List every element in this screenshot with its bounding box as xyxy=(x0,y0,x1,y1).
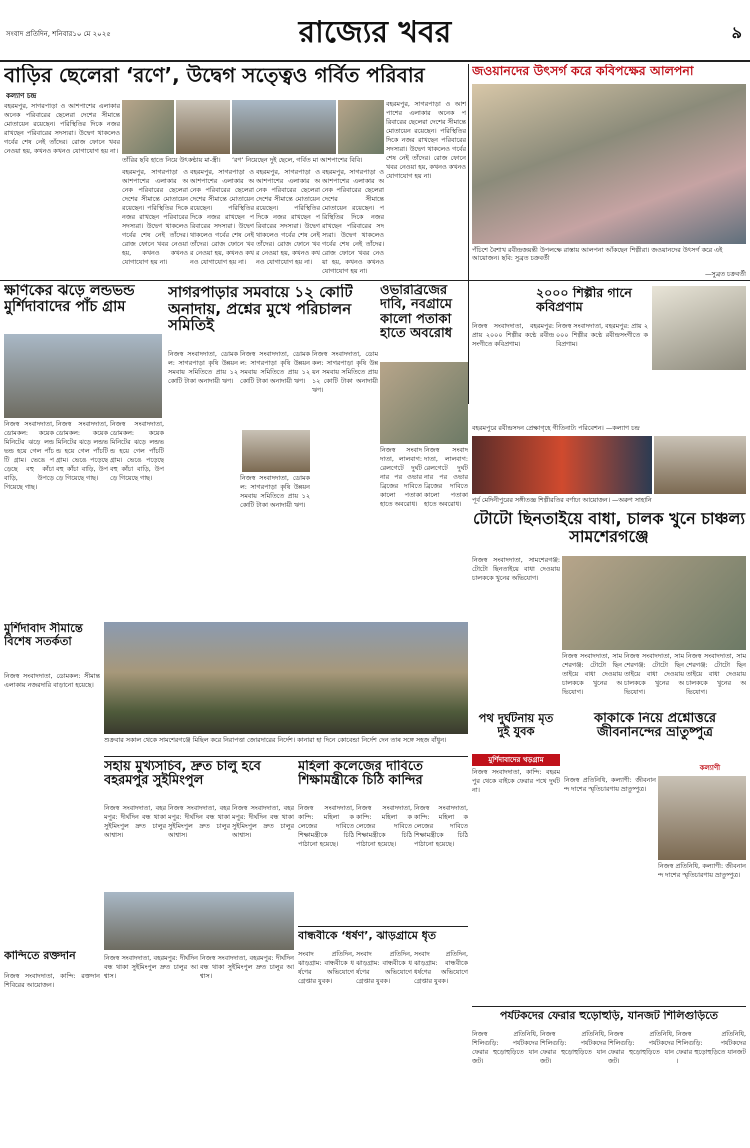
lead-body-col4: বহরমপুর, সাগরপাড়া ও আশপাশের এলাকার অনেক পরিবারের ছেলেরা দেশের সীমান্তে মোতায়েন রয়েছেন। পরিস্থিতির দিকে নজর রাখছেন পরিবারের সদস্যরা। উদ্বেগ থাকলেও গর্বের শেষ নেই তাঁদের। রোজ ফোনে খবর নেওয়া হয়, কখনও কখনও যোগাযোগ হয় না। xyxy=(256,168,320,266)
path-body: নিজস্ব সংবাদদাতা, কান্দি: বহরমপুর থেকে বাইকে ফেরার পথে দুর্ঘটনা। xyxy=(472,768,560,794)
sagar-body-2: নিজস্ব সংবাদদাতা, ডোমকল: সাগরপাড়া কৃষি উন্নয়ন সমবায় সমিতিতে প্রায় ১২ কোটি টাকা অনাদায়ী ঋণ। xyxy=(240,350,310,385)
kobipronam-caption-2: পূর্ব মেদিনীপুরের সঙ্গীতজ্ঞ শিল্পীরতির বর্ণাঢ্য আয়োজন। —অরুণ সাহানি xyxy=(472,496,652,504)
toto-headline: টোটো ছিনতাইয়ে বাধা, চালক খুনে চাঞ্চল্য সামশেরগঞ্জে xyxy=(472,510,746,546)
toto-body-3: নিজস্ব সংবাদদাতা, সামশেরগঞ্জ: টোটো ছিনতাইয়ে বাধা দেওয়ায় চালককে খুনের অভিযোগ। xyxy=(624,652,684,696)
lead-headline-box xyxy=(4,64,466,86)
lead-body-col3: বহরমপুর, সাগরপাড়া ও আশপাশের এলাকার অনেক পরিবারের ছেলেরা দেশের সীমান্তে মোতায়েন রয়েছেন। পরিস্থিতির দিকে নজর রাখছেন পরিবারের সদস্যরা। উদ্বেগ থাকলেও গর্বের শেষ নেই তাঁদের। রোজ ফোনে খবর নেওয়া হয়, কখনও কখনও যোগাযোগ হয় না। xyxy=(190,168,254,266)
overbridge-body-2: নিজস্ব সংবাদদাতা, লালবাগ: রেলগেটে দুর্ঘটনার পর ওভারব্রিজের দাবিতে কালো পতাকা হাতে অবরোধ। xyxy=(424,446,468,508)
toto-photo xyxy=(562,556,746,650)
jhar-body-1: নিজস্ব সংবাদদাতা, ডোমকল: কয়েক মিনিটের ঝড়ে লন্ডভন্ড হয়ে গেল পাঁচটি গ্রাম। ভেঙে পড়েছে বহু কাঁচা বাড়ি, উপড়ে গিয়েছে গাছ। xyxy=(4,420,54,491)
hrule-2 xyxy=(104,756,468,757)
porjotok-headline-box xyxy=(472,1010,746,1028)
lead-body-col5: বহরমপুর, সাগরপাড়া ও আশপাশের এলাকার অনেক পরিবারের ছেলেরা দেশের সীমান্তে মোতায়েন রয়েছেন। পরিস্থিতির দিকে নজর রাখছেন পরিবারের সদস্যরা। উদ্বেগ থাকলেও গর্বের শেষ নেই তাঁদের। রোজ ফোনে খবর নেওয়া হয়, কখনও কখনও যোগাযোগ হয় না। xyxy=(322,168,384,275)
kobipronam-body-2: নিজস্ব সংবাদদাতা, বহরমপুর: প্রায় ২০০০ শিল্পীর কণ্ঠে রবীন্দ্রসংগীতে কবিপ্রণাম। xyxy=(556,322,648,348)
sahay-body-3: নিজস্ব সংবাদদাতা, বহরমপুর: দীর্ঘদিন বন্ধ থাকা সুইমিংপুল দ্রুত চালুর আশ্বাস। xyxy=(232,804,294,839)
sahay-headline: সহায় মুখ্যসচিব, দ্রুত চালু হবে বহরমপুর সুইমিংপুল xyxy=(104,760,261,789)
kobipronam-caption-1: বহরমপুরে রবীন্দ্রসদন প্রেক্ষাগৃহে গীতিনাট্য পরিবেশন। —কল্যাণ চন্দ্র xyxy=(472,424,640,432)
jhar-body-2: নিজস্ব সংবাদদাতা, ডোমকল: কয়েক মিনিটের ঝড়ে লন্ডভন্ড হয়ে গেল পাঁচটি গ্রাম। ভেঙে পড়েছে বহু কাঁচা বাড়ি, উপড়ে গিয়েছে গাছ। xyxy=(56,420,108,482)
jhar-headline: ক্ষণিকের ঝড়ে লন্ডভন্ড মুর্শিদাবাদের পাঁচ গ্রাম xyxy=(4,284,135,315)
overbridge-body-1: নিজস্ব সংবাদদাতা, লালবাগ: রেলগেটে দুর্ঘটনার পর ওভারব্রিজের দাবিতে কালো পতাকা হাতে অবরোধ। xyxy=(380,446,422,508)
sagar-photo xyxy=(242,430,310,472)
seema-headline-box xyxy=(4,622,100,670)
kaka-body-2: নিজস্ব প্রতিনিধি, কল্যাণী: জীবনানন্দ দাশের স্মৃতিচারণায় ভ্রাতুষ্পুত্র। xyxy=(658,862,746,879)
kandi-headline: কান্দিতে রক্তদান xyxy=(4,950,76,962)
path-headline: পথ দুর্ঘটনায় মৃত দুই যুবক xyxy=(478,712,554,738)
toto-body-2: নিজস্ব সংবাদদাতা, সামশেরগঞ্জ: টোটো ছিনতাইয়ে বাধা দেওয়ায় চালককে খুনের অভিযোগ। xyxy=(562,652,622,696)
hrule-1 xyxy=(0,280,750,281)
toto-body-4: নিজস্ব সংবাদদাতা, সামশেরগঞ্জ: টোটো ছিনতাইয়ে বাধা দেওয়ায় চালককে খুনের অভিযোগ। xyxy=(686,652,746,696)
kobi-headline-box xyxy=(472,64,746,86)
bandhobi-body-2: সংবাদ প্রতিদিন, ঝাড়গ্রাম: বান্ধবীকে ধর্ষণের অভিযোগে গ্রেপ্তার যুবক। xyxy=(356,950,412,985)
toto-headline-box xyxy=(472,510,746,556)
page-section-title: রাজ্যের খবর xyxy=(298,15,452,50)
kaka-headline-box xyxy=(564,712,746,760)
hrule-4 xyxy=(472,1006,746,1007)
lead-photo-1 xyxy=(122,100,174,154)
lead-caption-3: ‘রণ’ নিয়েছেন দুই ছেলে, গর্বিত মা আশপাশের বিবি। xyxy=(232,156,363,164)
sagar-body-1: নিজস্ব সংবাদদাতা, ডোমকল: সাগরপাড়া কৃষি উন্নয়ন সমবায় সমিতিতে প্রায় ১২ কোটি টাকা অনাদায়ী ঋণ। xyxy=(168,350,238,385)
kaka-photo xyxy=(658,776,746,860)
bandhobi-headline: বান্ধবীকে ‘ধর্ষণ’, ঝাড়গ্রামে ধৃত xyxy=(298,930,437,942)
mahila-headline: মহিলা কলেজের দাবিতে শিক্ষামন্ত্রীকে চিঠি কান্দির xyxy=(298,760,423,789)
page-header xyxy=(0,0,750,62)
kaka-body-1: নিজস্ব প্রতিনিধি, কল্যাণী: জীবনানন্দ দাশের স্মৃতিচারণায় ভ্রাতুষ্পুত্র। xyxy=(564,776,656,793)
sagar-body-4: নিজস্ব সংবাদদাতা, ডোমকল: সাগরপাড়া কৃষি উন্নয়ন সমবায় সমিতিতে প্রায় ১২ কোটি টাকা অনাদায়ী ঋণ। xyxy=(312,350,378,394)
bandhobi-body-1: সংবাদ প্রতিদিন, ঝাড়গ্রাম: বান্ধবীকে ধর্ষণের অভিযোগে গ্রেপ্তার যুবক। xyxy=(298,950,354,985)
porjotok-headline: পর্যটকদের ফেরার হুড়োহুড়ি, যানজট শিলিগুড়িতে xyxy=(500,1010,718,1022)
overbridge-headline-box xyxy=(380,284,468,360)
sagar-headline-box xyxy=(168,284,378,348)
sagar-body-3: নিজস্ব সংবাদদাতা, ডোমকল: সাগরপাড়া কৃষি উন্নয়ন সমবায় সমিতিতে প্রায় ১২ কোটি টাকা অনাদায়ী ঋণ। xyxy=(240,474,310,509)
issue-meta: সংবাদ প্রতিদিন, শনিবার১০ মে ২০২৫ xyxy=(6,30,111,38)
hrule-3 xyxy=(298,926,468,927)
header-rule xyxy=(0,60,750,62)
pool-photo xyxy=(104,892,294,950)
porjotok-body-3: নিজস্ব প্রতিনিধি, শিলিগুড়ি: পর্যটকদের ফেরার হুড়োহুড়িতে যানজট। xyxy=(608,1030,674,1065)
mahila-body-1: নিজস্ব সংবাদদাতা, কান্দি: মহিলা কলেজের দাবিতে শিক্ষামন্ত্রীকে চিঠি পাঠানো হয়েছে। xyxy=(298,804,354,848)
kaka-tag: কল্যাণী xyxy=(676,762,744,774)
porjotok-body-4: নিজস্ব প্রতিনিধি, শিলিগুড়ি: পর্যটকদের ফেরার হুড়োহুড়িতে যানজট। xyxy=(676,1030,746,1065)
lead-photo-2 xyxy=(176,100,230,154)
sahay-body-5: নিজস্ব সংবাদদাতা, বহরমপুর: দীর্ঘদিন বন্ধ থাকা সুইমিংপুল দ্রুত চালুর আশ্বাস। xyxy=(200,954,294,980)
tagore-portrait xyxy=(652,286,746,370)
overbridge-headline: ওভারব্রিজের দাবি, নবগ্রামে কালো পতাকা হাতে অবরোধ xyxy=(380,284,453,341)
path-headline-box xyxy=(472,712,560,752)
porjotok-body-1: নিজস্ব প্রতিনিধি, শিলিগুড়ি: পর্যটকদের ফেরার হুড়োহুড়িতে যানজট। xyxy=(472,1030,538,1065)
kobi-caption: পঁচিশে বৈশাখ রবীন্দ্রজয়ন্তী উপলক্ষে রাস্তায় আলপনা আঁকছেন শিল্পীরা। জওয়ানদের উৎসর্গ করে এই আয়োজন। ছবি: সুব্রত চক্রবর্তী xyxy=(472,246,723,262)
bandhobi-body-3: সংবাদ প্রতিদিন, ঝাড়গ্রাম: বান্ধবীকে ধর্ষণের অভিযোগে গ্রেপ্তার যুবক। xyxy=(414,950,468,985)
kandi-headline-box xyxy=(4,950,100,970)
lead-caption-1: তাঁরির ছবি হাতে নিয়ে উৎকণ্ঠায় মা-স্ত্রী। xyxy=(122,156,221,164)
lead-photo-3 xyxy=(232,100,336,154)
lead-body-col1: বহরমপুর, সাগরপাড়া ও আশপাশের এলাকার অনেক পরিবারের ছেলেরা দেশের সীমান্তে মোতায়েন রয়েছেন। পরিস্থিতির দিকে নজর রাখছেন পরিবারের সদস্যরা। উদ্বেগ থাকলেও গর্বের শেষ নেই তাঁদের। রোজ ফোনে খবর নেওয়া হয়, কখনও কখনও যোগাযোগ হয় না। xyxy=(4,102,120,155)
alpana-photo xyxy=(472,84,746,244)
kobipronam-headline-box xyxy=(536,286,646,318)
lead-body-col2: বহরমপুর, সাগরপাড়া ও আশপাশের এলাকার অনেক পরিবারের ছেলেরা দেশের সীমান্তে মোতায়েন রয়েছেন। পরিস্থিতির দিকে নজর রাখছেন পরিবারের সদস্যরা। উদ্বেগ থাকলেও গর্বের শেষ নেই তাঁদের। রোজ ফোনে খবর নেওয়া হয়, কখনও কখনও যোগাযোগ হয় না। xyxy=(122,168,188,266)
kaka-headline: কাকাকে নিয়ে প্রশ্নোত্তরে জীবনানন্দের ভ্রাতুষ্পুত্র xyxy=(593,712,716,741)
mahila-body-2: নিজস্ব সংবাদদাতা, কান্দি: মহিলা কলেজের দাবিতে শিক্ষামন্ত্রীকে চিঠি পাঠানো হয়েছে। xyxy=(356,804,412,848)
kobi-credit: —সুব্রত চক্রবর্তী xyxy=(705,270,746,278)
path-tag: মুর্শিদাবাদের খড়গ্রাম xyxy=(472,754,560,766)
lead-byline: কল্যাণ চন্দ্র xyxy=(6,92,37,100)
page-number: ৯ xyxy=(731,23,742,42)
jhar-body-3: নিজস্ব সংবাদদাতা, ডোমকল: কয়েক মিনিটের ঝড়ে লন্ডভন্ড হয়ে গেল পাঁচটি গ্রাম। ভেঙে পড়েছে বহু কাঁচা বাড়ি, উপড়ে গিয়েছে গাছ। xyxy=(110,420,164,482)
jhar-photo xyxy=(4,334,162,418)
overbridge-photo xyxy=(380,362,468,444)
mahila-body-3: নিজস্ব সংবাদদাতা, কান্দি: মহিলা কলেজের দাবিতে শিক্ষামন্ত্রীকে চিঠি পাঠানো হয়েছে। xyxy=(414,804,468,848)
seema-headline: মুর্শিদাবাদ সীমান্তে বিশেষ সতর্কতা xyxy=(4,622,83,648)
jhar-headline-box xyxy=(4,284,164,332)
lead-headline: বাড়ির ছেলেরা ‘রণে’, উদ্বেগ সত্ত্বেও গর্বিত পরিবার xyxy=(4,64,425,86)
bsf-caption: শুক্রবার সকাল থেকে সামশেরগঞ্জে মিছিল করে নিরাপত্তা জোরদারের নির্দেশ। কানারা হা দিনে কোবেন্ডা নির্দেশ দেন তাৰ সঙ্গে সহজ বাঁধুন। xyxy=(104,736,447,744)
sagar-headline: সাগরপাড়ার সমবায়ে ১২ কোটি অনাদায়, প্রশ্নের মুখে পরিচালন সমিতিই xyxy=(168,284,353,334)
sahay-body-4: নিজস্ব সংবাদদাতা, বহরমপুর: দীর্ঘদিন বন্ধ থাকা সুইমিংপুল দ্রুত চালুর আশ্বাস। xyxy=(104,954,198,980)
toto-body-1: নিজস্ব সংবাদদাতা, সামশেরগঞ্জ: টোটো ছিনতাইয়ে বাধা দেওয়ায় চালককে খুনের অভিযোগ। xyxy=(472,556,560,582)
lead-body-col6: বহরমপুর, সাগরপাড়া ও আশপাশের এলাকার অনেক পরিবারের ছেলেরা দেশের সীমান্তে মোতায়েন রয়েছেন। পরিস্থিতির দিকে নজর রাখছেন পরিবারের সদস্যরা। উদ্বেগ থাকলেও গর্বের শেষ নেই তাঁদের। রোজ ফোনে খবর নেওয়া হয়, কখনও কখনও যোগাযোগ হয় না। xyxy=(386,100,466,180)
sahay-body-1: নিজস্ব সংবাদদাতা, বহরমপুর: দীর্ঘদিন বন্ধ থাকা সুইমিংপুল দ্রুত চালুর আশ্বাস। xyxy=(104,804,166,839)
seema-body: নিজস্ব সংবাদদাতা, ডোমকল: সীমান্ত এলাকায় নজরদারি বাড়ানো হয়েছে। xyxy=(4,672,100,689)
bsf-patrol-photo xyxy=(104,622,468,734)
porjotok-body-2: নিজস্ব প্রতিনিধি, শিলিগুড়ি: পর্যটকদের ফেরার হুড়োহুড়িতে যানজট। xyxy=(540,1030,606,1065)
kobipronam-photo-stage xyxy=(472,436,652,494)
sahay-body-2: নিজস্ব সংবাদদাতা, বহরমপুর: দীর্ঘদিন বন্ধ থাকা সুইমিংপুল দ্রুত চালুর আশ্বাস। xyxy=(168,804,230,839)
kandi-body: নিজস্ব সংবাদদাতা, কান্দি: রক্তদান শিবিরের আয়োজন। xyxy=(4,972,100,989)
kobipronam-photo-girl xyxy=(654,436,746,494)
vertical-divider xyxy=(468,64,469,404)
kobi-headline: জওয়ানদের উৎসর্গ করে কবিপক্ষের আলপনা xyxy=(472,64,694,78)
mahila-headline-box xyxy=(298,760,468,802)
kobipronam-body-1: নিজস্ব সংবাদদাতা, বহরমপুর: প্রায় ২০০০ শিল্পীর কণ্ঠে রবীন্দ্রসংগীতে কবিপ্রণাম। xyxy=(472,322,554,348)
sahay-headline-box xyxy=(104,760,294,802)
kobipronam-headline: ২০০০ শিল্পীর গানে কবিপ্রণাম xyxy=(536,286,632,314)
lead-photo-4 xyxy=(338,100,384,154)
bandhobi-headline-box xyxy=(298,930,468,948)
